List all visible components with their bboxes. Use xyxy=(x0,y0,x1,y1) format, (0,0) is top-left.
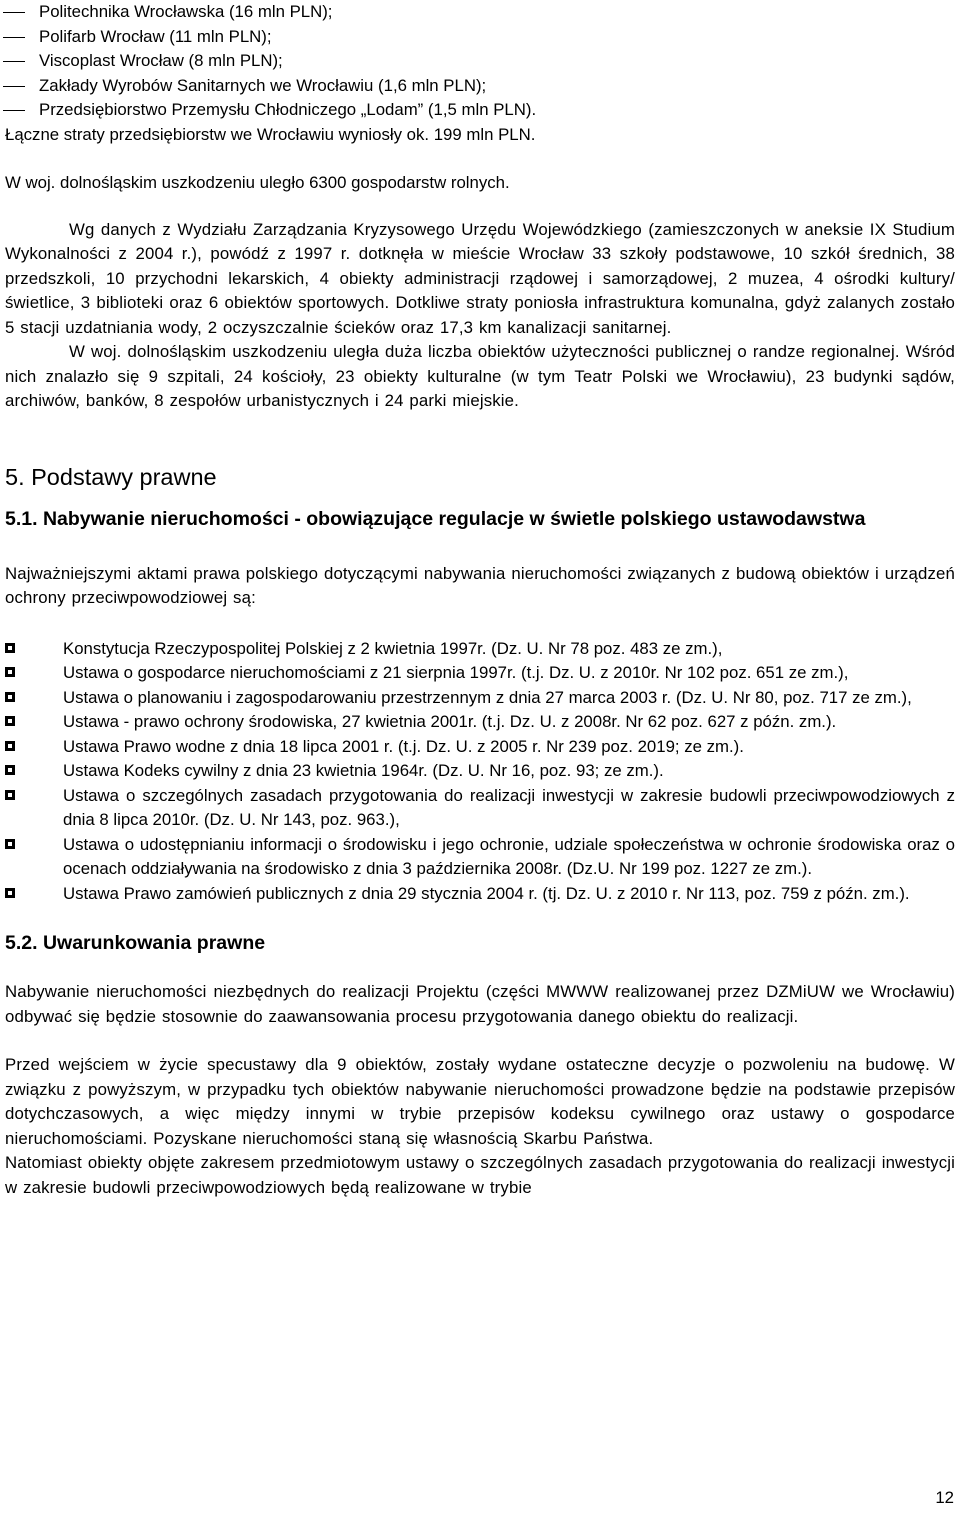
list-item-text: Ustawa o udostępnianiu informacji o środowisku i jego ochronie, udziale społeczeństwa w ochronie środowiska oraz o ocenach oddziaływania na środowisko z dnia 3 października 2008r. (Dz.U. Nr 199 poz. 1227 ze zm.). xyxy=(63,834,955,878)
list-item-text: Ustawa o gospodarce nieruchomościami z 21 sierpnia 1997r. (t.j. Dz. U. z 2010r. Nr 102 poz. 651 ze zm.), xyxy=(63,663,849,682)
intro-paragraph: Najważniejszymi aktami prawa polskiego dotyczącymi nabywania nieruchomości związanych z budową obiektów i urządzeń ochrony przeciwpowodziowej są: xyxy=(5,563,955,607)
list-item xyxy=(5,686,955,711)
list-item: Viscoplast Wrocław (8 mln PLN); xyxy=(5,49,955,74)
list-item: Zakłady Wyrobów Sanitarnych we Wrocławiu (1,6 mln PLN); xyxy=(5,74,955,99)
list-item-text: Ustawa Kodeks cywilny z dnia 23 kwietnia 1964r. (Dz. U. Nr 16, poz. 93; ze zm.). xyxy=(63,761,664,780)
list-item-text: Ustawa Prawo zamówień publicznych z dnia 29 stycznia 2004 r. (tj. Dz. U. z 2010 r. Nr 113, poz. 759 z późn. zm.). xyxy=(63,883,910,903)
square-bullet-icon xyxy=(5,888,15,898)
list-item: Polifarb Wrocław (11 mln PLN); xyxy=(5,25,955,50)
list-item-text: Konstytucja Rzeczypospolitej Polskiej z 2 kwietnia 1997r. (Dz. U. Nr 78 poz. 483 ze zm.), xyxy=(63,638,723,658)
list-item xyxy=(5,882,955,907)
square-bullet-icon xyxy=(5,716,15,726)
section-title-5-2: 5.2. Uwarunkowania prawne xyxy=(5,932,266,954)
square-bullet-icon xyxy=(5,765,15,775)
square-bullet-icon xyxy=(5,667,15,677)
crisis-data-paragraph: Wg danych z Wydziału Zarządzania Kryzysowego Urzędu Wojewódzkiego (zamieszczonych w aneksie IX Studium Wykonalności z 2004 r.), powódź z 1997 r. dotknęła w mieście Wrocław 33 szkoły podstawowe, 10 szkół średnich, 38 przedszkoli, 10 przychodni lekarskich, 4 obiekty administracji rządowej i samorządowej, 2 muzea, 4 ośrodki kultury/świetlice, 3 biblioteki oraz 6 obiektów sportowych. Dotkliwe straty poniosła infrastruktura komunalna, gdyż zalanych zostało 5 stacji uzdatniania wody, 2 oczyszczalnie ścieków oraz 17,3 km kanalizacji sanitarnej. xyxy=(5,219,955,337)
legal-acts-list xyxy=(5,637,955,907)
list-item-text: Ustawa Prawo wodne z dnia 18 lipca 2001 r. (t.j. Dz. U. z 2005 r. Nr 239 poz. 2019; ze zm.). xyxy=(63,736,744,756)
square-bullet-icon xyxy=(5,741,15,751)
list-item xyxy=(5,833,955,882)
company-losses-list xyxy=(5,0,955,123)
page-number: 12 xyxy=(935,1488,954,1507)
special-act-paragraph: Przed wejściem w życie specustawy dla 9 obiektów, zostały wydane ostateczne decyzje o pozwoleniu na budowę. W związku z powyższym, w przypadku tych obiektów nabywanie nieruchomości prowadzone będzie na podstawie przepisów dotychczasowych, a więc między innymi w trybie przepisów kodeksu cywilnego oraz ustawy o gospodarce nieruchomościami. Pozyskane nieruchomości staną się własnością Skarbu Państwa. xyxy=(5,1055,955,1148)
list-item xyxy=(5,784,955,833)
farms-paragraph: W woj. dolnośląskim uszkodzeniu uległo 6300 gospodarstw rolnych. xyxy=(5,173,510,192)
total-losses-paragraph: Łączne straty przedsiębiorstw we Wrocławiu wyniosły ok. 199 mln PLN. xyxy=(5,124,536,144)
list-item: Politechnika Wrocławska (16 mln PLN); xyxy=(5,0,955,25)
list-item: Przedsiębiorstwo Przemysłu Chłodniczego „Lodam” (1,5 mln PLN). xyxy=(5,98,955,123)
list-item xyxy=(5,710,955,735)
list-item xyxy=(5,637,955,662)
list-item-text: Ustawa - prawo ochrony środowiska, 27 kwietnia 2001r. (t.j. Dz. U. z 2008r. Nr 62 poz. 627 z późn. zm.). xyxy=(63,712,837,731)
square-bullet-icon xyxy=(5,643,15,653)
list-item xyxy=(5,661,955,686)
square-bullet-icon xyxy=(5,790,15,800)
list-item-text: Ustawa o szczególnych zasadach przygotowania do realizacji inwestycji w zakresie budowli przeciwpowodziowych z dnia 8 lipca 2010r. (Dz. U. Nr 143, poz. 963.), xyxy=(63,785,955,829)
acquisition-paragraph: Nabywanie nieruchomości niezbędnych do realizacji Projektu (części MWWW realizowanej przez DZMiUW we Wrocławiu) odbywać się będzie stosownie do zaawansowania procesu przygotowania danego obiektu do realizacji. xyxy=(5,982,955,1026)
section-title-5: 5. Podstawy prawne xyxy=(5,463,217,490)
section-title-5-1: 5.1. Nabywanie nieruchomości - obowiązujące regulacje w świetle polskiego ustawodawstwa xyxy=(5,507,866,530)
square-bullet-icon xyxy=(5,692,15,702)
list-item xyxy=(5,735,955,760)
list-item-text: Ustawa o planowaniu i zagospodarowaniu przestrzennym z dnia 27 marca 2003 r. (Dz. U. Nr 80, poz. 717 ze zm.), xyxy=(63,687,912,707)
list-item xyxy=(5,759,955,784)
public-buildings-paragraph: W woj. dolnośląskim uszkodzeniu uległa duża liczba obiektów użyteczności publicznej o randze regionalnej. Wśród nich znalazło się 9 szpitali, 24 kościoły, 23 obiekty kulturalne (w tym Teatr Polski we Wrocławiu), 23 budynki sądów, archiwów, banków, 8 zespołów urbanistycznych i 24 parki miejskie. xyxy=(5,342,955,410)
document-page xyxy=(5,0,955,1200)
square-bullet-icon xyxy=(5,839,15,849)
other-objects-paragraph: Natomiast obiekty objęte zakresem przedmiotowym ustawy o szczególnych zasadach przygotowania do realizacji inwestycji w zakresie budowli przeciwpowodziowych będą realizowane w trybie xyxy=(5,1153,955,1197)
